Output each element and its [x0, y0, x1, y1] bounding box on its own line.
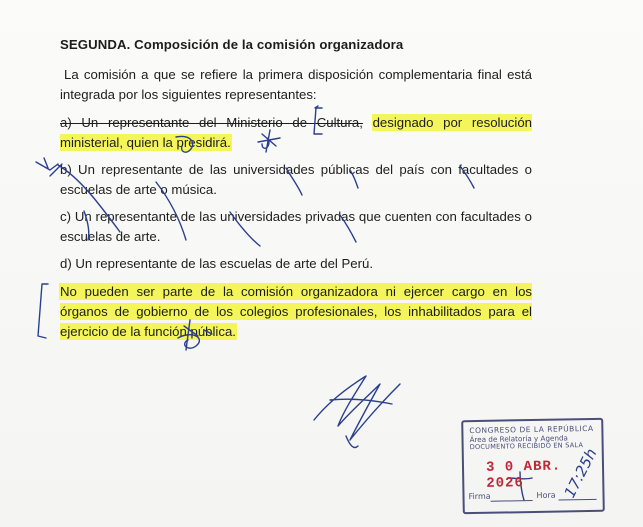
stamp-firma-label: Firma: [468, 491, 491, 502]
item-a-struck-text: a) Un representante del Ministerio de Cultura,: [60, 115, 363, 130]
stamp-line-1: CONGRESO DE LA REPÚBLICA: [469, 423, 594, 436]
section-heading: SEGUNDA. Composición de la comisión organizadora: [60, 37, 404, 52]
stamp-hora-label: Hora: [536, 490, 556, 500]
bracket-mark-a2: [315, 106, 318, 108]
item-a-paragraph: [60, 113, 532, 153]
item-c-paragraph: c) Un representante de las universidades privadas que cuenten con facultades o escuelas de arte.: [60, 209, 532, 244]
bracket-mark-note: [38, 284, 48, 338]
reception-stamp: [461, 418, 605, 514]
stamp-date: 3 0 ABR. 2026: [485, 458, 562, 492]
signature-mark: [314, 376, 400, 448]
stamp-line-2: Área de Relatoría y Agenda: [469, 433, 568, 445]
intro-paragraph: La comisión a que se refiere la primera disposición complementaria final está integrada por los siguientes representantes:: [60, 67, 532, 102]
stamp-handwritten-time: 17:25h: [560, 445, 601, 501]
item-a-highlighted-text: designado por resolución ministerial, quien la presidirá.: [60, 115, 532, 150]
item-b-paragraph: b) Un representante de las universidades públicas del país con facultades o escuelas de arte o música.: [60, 162, 532, 197]
note-paragraph: [60, 282, 532, 342]
item-d-paragraph: d) Un representante de las escuelas de arte del Perú.: [60, 256, 374, 271]
arrow-mark-b: [36, 158, 58, 170]
stamp-line-3: DOCUMENTO RECIBIDO EN SALA: [469, 441, 584, 452]
stamp-firma-line: [491, 500, 533, 502]
note-highlighted-text: No pueden ser parte de la comisión organizadora ni ejercer cargo en los órganos de gobierno de los colegios profesionales, los inhabilitados para el ejercicio de la función pública.: [60, 284, 532, 339]
stamp-hora-line: [559, 499, 597, 501]
